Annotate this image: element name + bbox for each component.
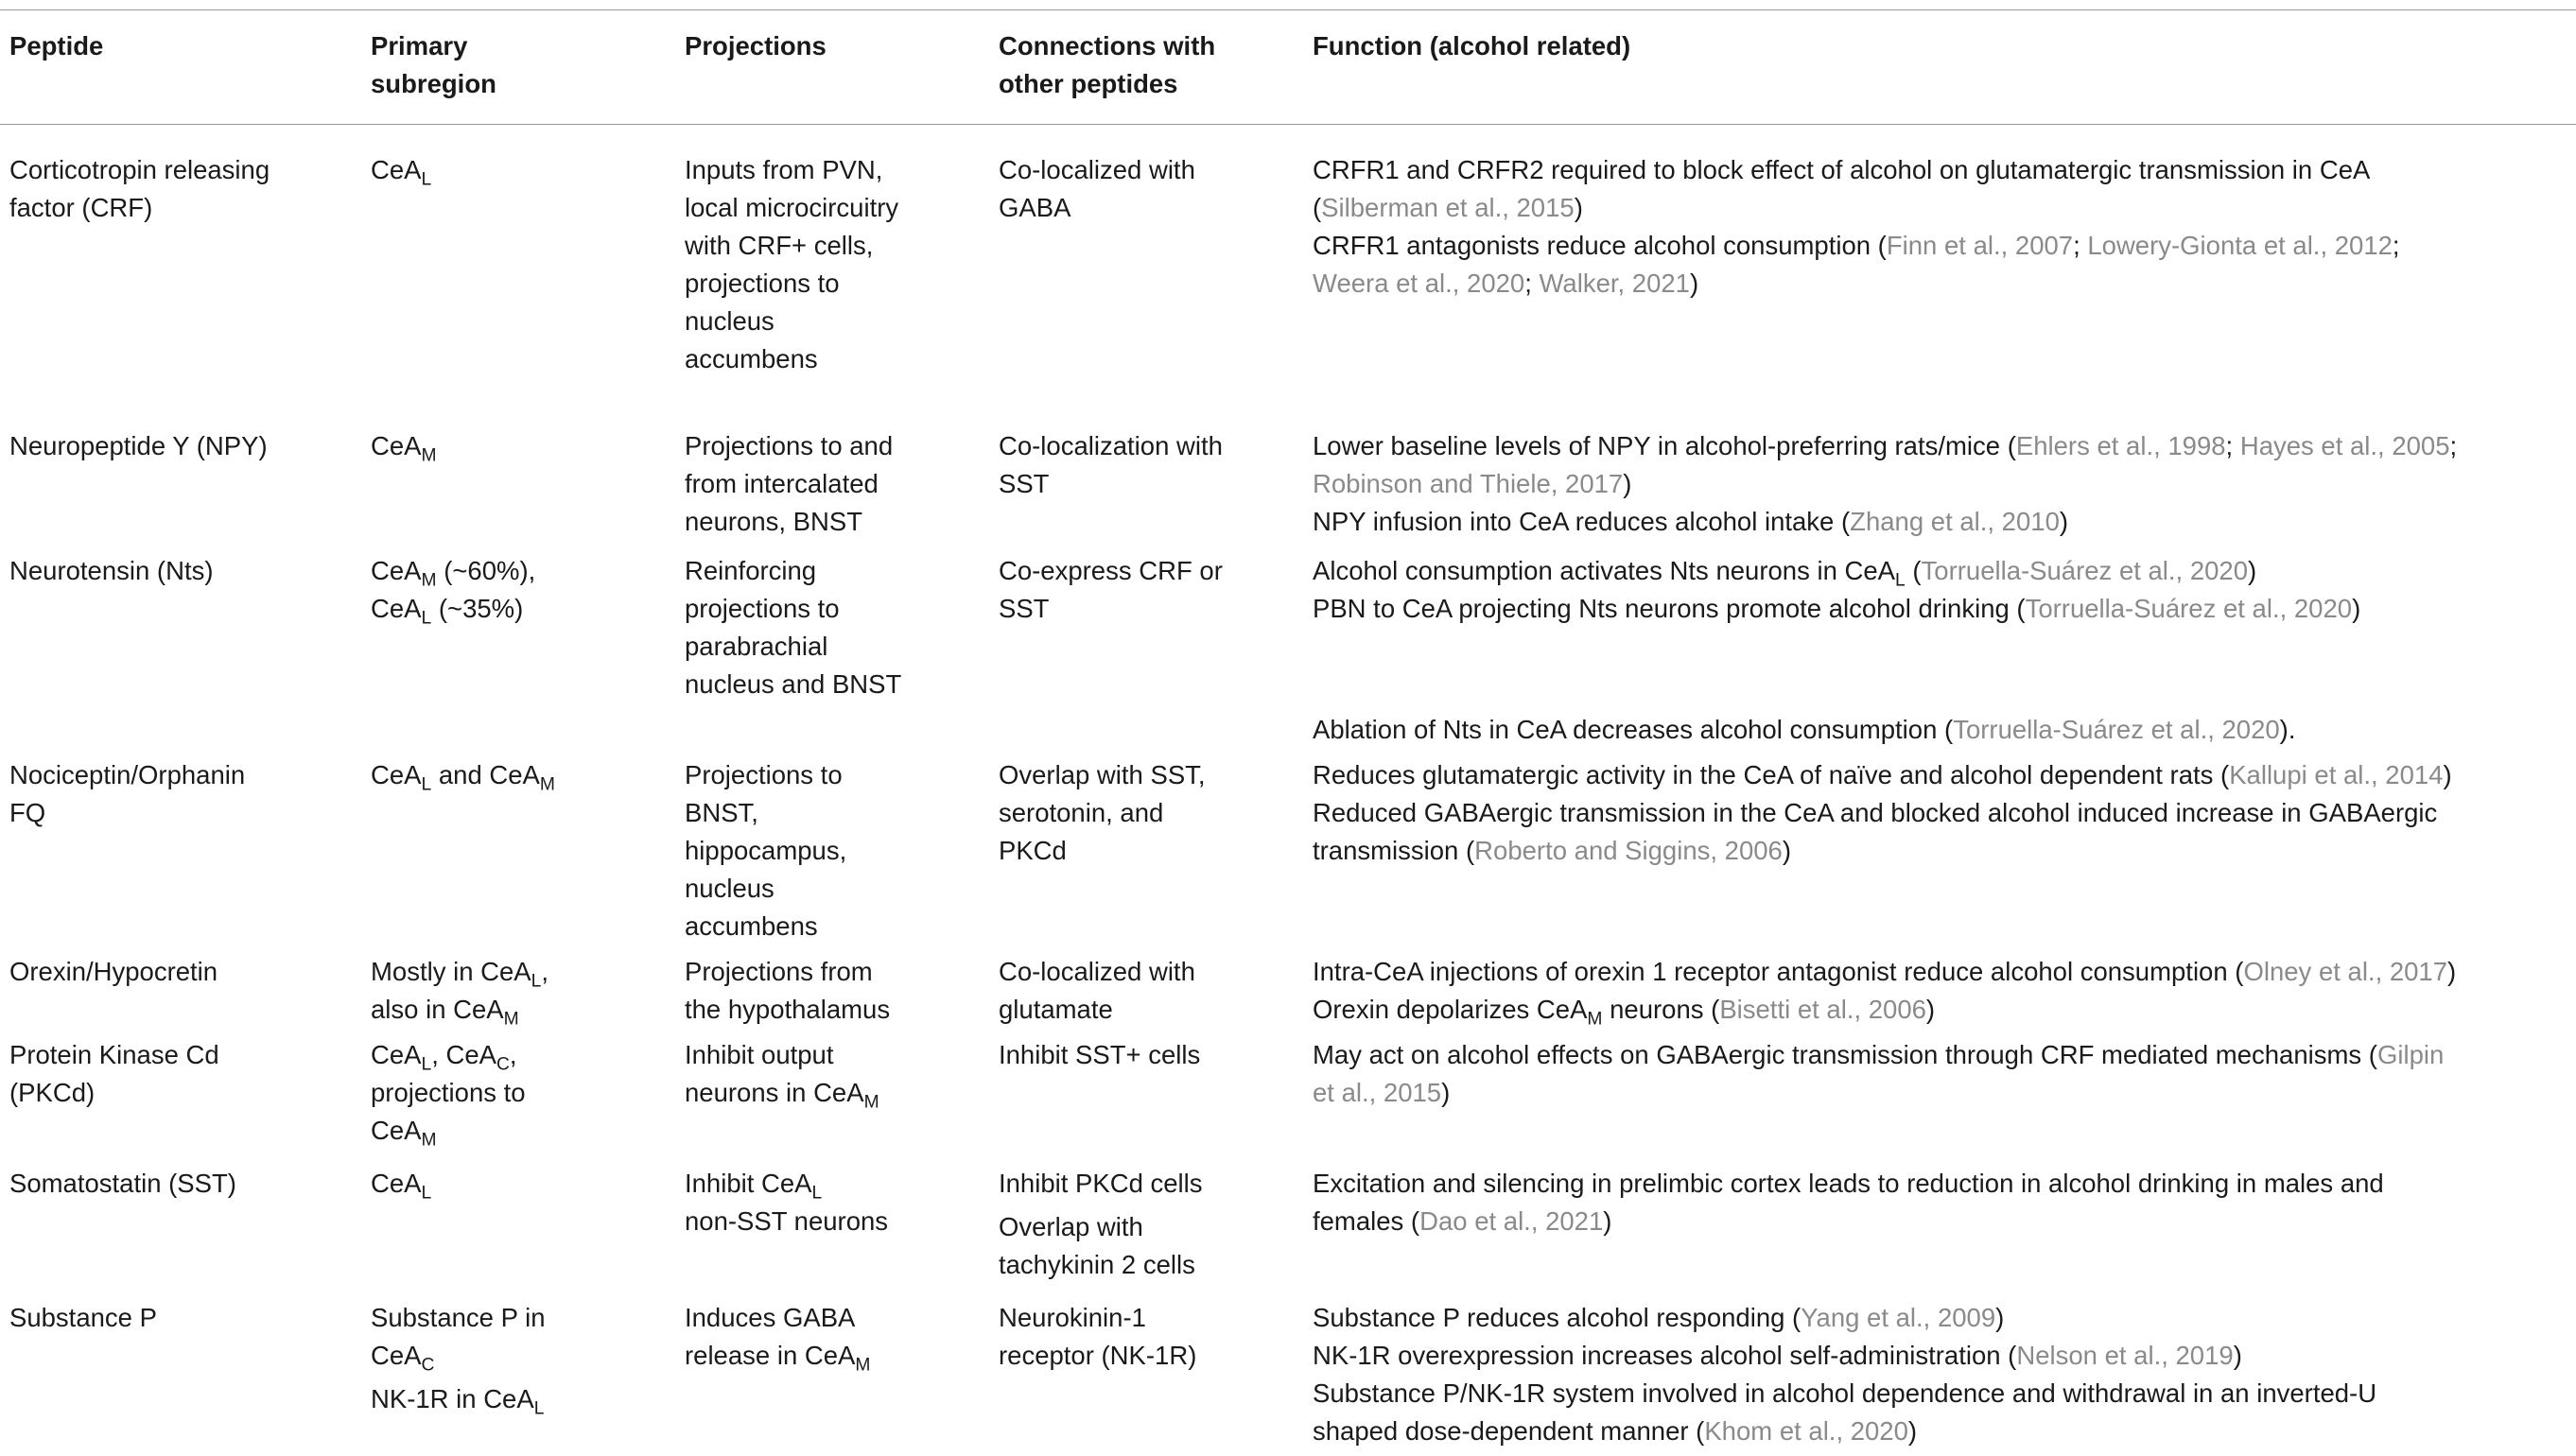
citation-link[interactable]: Gilpin bbox=[2376, 1040, 2445, 1069]
citation-link[interactable]: Weera et al., 2020 bbox=[1313, 269, 1525, 298]
cell-connections: Co-localization with SST bbox=[999, 431, 1223, 498]
peptide-table bbox=[0, 9, 2576, 1456]
cell-connections: Co-express CRF or SST bbox=[999, 556, 1223, 623]
header-subregion: Primary subregion bbox=[371, 31, 496, 98]
citation-link[interactable]: Nelson et al., 2019 bbox=[2016, 1341, 2234, 1370]
cell-subregion: Mostly in CeA$_L$, also in CeA$_M$ bbox=[371, 957, 548, 1030]
cell-subregion: CeA$_L$ bbox=[371, 1169, 432, 1204]
citation-link[interactable]: Khom et al., 2020 bbox=[1704, 1416, 1908, 1446]
function-item: NK-1R overexpression increases alcohol self-administration (Nelson et al., 2019) bbox=[1313, 1341, 2242, 1370]
citation-link[interactable]: Torruella-Suárez et al., 2020 bbox=[2025, 594, 2353, 623]
cell-subregion: CeA$_M$ (~60%), CeA$_L$ (~35%) bbox=[371, 556, 536, 629]
cell-projections: Projections to and from intercalated neurons, BNST bbox=[685, 431, 894, 536]
cell-peptide: Somatostatin (SST) bbox=[9, 1169, 236, 1198]
cell-subregion: CeA$_L$ and CeA$_M$ bbox=[371, 760, 555, 795]
function-item: PBN to CeA projecting Nts neurons promote alcohol drinking (Torruella-Suárez et al., 2020) bbox=[1313, 594, 2361, 623]
cell-connections: Co-localized with glutamate bbox=[999, 957, 1195, 1024]
cell-function bbox=[1303, 1155, 2576, 1290]
cell-connections: Co-localized with GABA bbox=[999, 155, 1195, 222]
citation-link[interactable]: Olney et al., 2017 bbox=[2243, 957, 2448, 986]
citation-link[interactable]: Zhang et al., 2010 bbox=[1850, 507, 2060, 536]
cell-connections: Overlap with SST, serotonin, and PKCd bbox=[999, 760, 1206, 865]
cell-projections: Inhibit CeA$_L$ non-SST neurons bbox=[685, 1169, 889, 1236]
table-row bbox=[0, 951, 2576, 1034]
cell-connections: Inhibit SST+ cells bbox=[999, 1040, 1201, 1069]
function-item: Substance P reduces alcohol responding (Yang et al., 2009) bbox=[1313, 1303, 2005, 1332]
function-item: CRFR1 and CRFR2 required to block effect of alcohol on glutamatergic transmission in CeA (Silberman et al., 2015) bbox=[1313, 155, 2371, 222]
function-item: Excitation and silencing in prelimbic cortex leads to reduction in alcohol drinking in males and females (Dao et al., 2021) bbox=[1313, 1169, 2384, 1236]
cell-peptide: Orexin/Hypocretin bbox=[9, 957, 218, 986]
cell-peptide: Substance P bbox=[9, 1303, 157, 1332]
citation-link[interactable]: Lowery-Gionta et al., 2012 bbox=[2087, 231, 2393, 260]
cell-projections: Inputs from PVN, local microcircuitry with CRF+ cells, projections to nucleus accumbens bbox=[685, 155, 899, 373]
function-item: Orexin depolarizes CeA$_M$ neurons (Bisetti et al., 2006) bbox=[1313, 995, 1936, 1030]
citation-link[interactable]: Ehlers et al., 1998 bbox=[2015, 431, 2226, 460]
header-function: Function (alcohol related) bbox=[1313, 31, 1631, 61]
cell-peptide: Neuropeptide Y (NPY) bbox=[9, 431, 268, 460]
function-item: Reduced GABAergic transmission in the CeA and blocked alcohol induced increase in GABAergic transmission (Roberto and Siggins, 2006) bbox=[1313, 798, 2438, 865]
function-item: CRFR1 antagonists reduce alcohol consumption (Finn et al., 2007; Lowery-Gionta et al., 2012; Weera et al., 2020; Walker, 2021) bbox=[1313, 231, 2400, 298]
citation-link[interactable]: Walker, 2021 bbox=[1539, 269, 1690, 298]
table-row bbox=[0, 1034, 2576, 1155]
cell-subregion: Substance P in CeA$_C$ NK-1R in CeA$_L$ bbox=[371, 1303, 546, 1419]
cell-connections: Inhibit PKCd cells Overlap with tachykinin 2 cells bbox=[999, 1169, 1203, 1279]
cell-function bbox=[1303, 1034, 2576, 1155]
citation-link[interactable]: et al., 2015 bbox=[1313, 1078, 1442, 1107]
citation-link[interactable]: Roberto and Siggins, 2006 bbox=[1474, 836, 1783, 865]
cell-subregion: CeA$_L$, CeA$_C$, projections to CeA$_M$ bbox=[371, 1040, 526, 1151]
citation-link[interactable]: Robinson and Thiele, 2017 bbox=[1313, 469, 1624, 498]
function-item: Substance P/NK-1R system involved in alcohol dependence and withdrawal in an inverted-U shaped dose-dependent manner (Khom et al., 2020) bbox=[1313, 1378, 2377, 1446]
cell-function bbox=[1303, 546, 2576, 754]
table-row bbox=[0, 1155, 2576, 1290]
table-row bbox=[0, 125, 2576, 423]
table-row bbox=[0, 422, 2576, 546]
header-connections: Connections with other peptides bbox=[999, 31, 1216, 98]
citation-link[interactable]: Torruella-Suárez et al., 2020 bbox=[1953, 715, 2280, 744]
table-row bbox=[0, 546, 2576, 754]
cell-projections: Induces GABA release in CeA$_M$ bbox=[685, 1303, 871, 1376]
cell-function bbox=[1303, 754, 2576, 951]
function-item: Ablation of Nts in CeA decreases alcohol consumption (Torruella-Suárez et al., 2020). bbox=[1313, 715, 2296, 744]
cell-subregion: CeA$_M$ bbox=[371, 431, 437, 466]
cell-projections: Projections to BNST, hippocampus, nucleus accumbens bbox=[685, 760, 847, 941]
function-item: Alcohol consumption activates Nts neurons in CeA$_L$ (Torruella-Suárez et al., 2020) bbox=[1313, 556, 2257, 591]
function-item: Reduces glutamatergic activity in the CeA of naïve and alcohol dependent rats (Kallupi et al., 2014) bbox=[1313, 760, 2452, 789]
citation-link[interactable]: Yang et al., 2009 bbox=[1801, 1303, 1996, 1332]
citation-link[interactable]: Kallupi et al., 2014 bbox=[2229, 760, 2444, 789]
function-item: May act on alcohol effects on GABAergic transmission through CRF mediated mechanisms (Gilpin et al., 2015) bbox=[1313, 1040, 2445, 1107]
cell-connections: Neurokinin-1 receptor (NK-1R) bbox=[999, 1303, 1197, 1370]
cell-projections: Reinforcing projections to parabrachial nucleus and BNST bbox=[685, 556, 902, 699]
citation-link[interactable]: Torruella-Suárez et al., 2020 bbox=[1921, 556, 2249, 585]
citation-link[interactable]: Dao et al., 2021 bbox=[1419, 1206, 1604, 1236]
header-row bbox=[0, 10, 2576, 125]
cell-projections: Inhibit output neurons in CeA$_M$ bbox=[685, 1040, 879, 1113]
citation-link[interactable]: Silberman et al., 2015 bbox=[1321, 193, 1575, 222]
header-projections: Projections bbox=[685, 31, 827, 61]
citation-link[interactable]: Hayes et al., 2005 bbox=[2239, 431, 2450, 460]
cell-function bbox=[1303, 951, 2576, 1034]
cell-function bbox=[1303, 1290, 2576, 1456]
cell-projections: Projections from the hypothalamus bbox=[685, 957, 891, 1024]
cell-function bbox=[1303, 422, 2576, 546]
cell-peptide: Nociceptin/Orphanin FQ bbox=[9, 760, 246, 827]
table-row bbox=[0, 754, 2576, 951]
cell-peptide: Protein Kinase Cd (PKCd) bbox=[9, 1040, 219, 1107]
function-item: Lower baseline levels of NPY in alcohol-preferring rats/mice (Ehlers et al., 1998; Hayes et al., 2005; Robinson and Thiele, 2017) bbox=[1313, 431, 2458, 498]
cell-peptide: Corticotropin releasing factor (CRF) bbox=[9, 155, 270, 222]
cell-function bbox=[1303, 125, 2576, 423]
header-peptide: Peptide bbox=[9, 31, 104, 61]
function-item: NPY infusion into CeA reduces alcohol intake (Zhang et al., 2010) bbox=[1313, 507, 2069, 536]
function-item: Intra-CeA injections of orexin 1 receptor antagonist reduce alcohol consumption (Olney et al., 2017) bbox=[1313, 957, 2457, 986]
citation-link[interactable]: Finn et al., 2007 bbox=[1886, 231, 2074, 260]
table-row bbox=[0, 1290, 2576, 1456]
citation-link[interactable]: Bisetti et al., 2006 bbox=[1719, 995, 1926, 1024]
cell-peptide: Neurotensin (Nts) bbox=[9, 556, 214, 585]
cell-subregion: CeA$_L$ bbox=[371, 155, 432, 190]
